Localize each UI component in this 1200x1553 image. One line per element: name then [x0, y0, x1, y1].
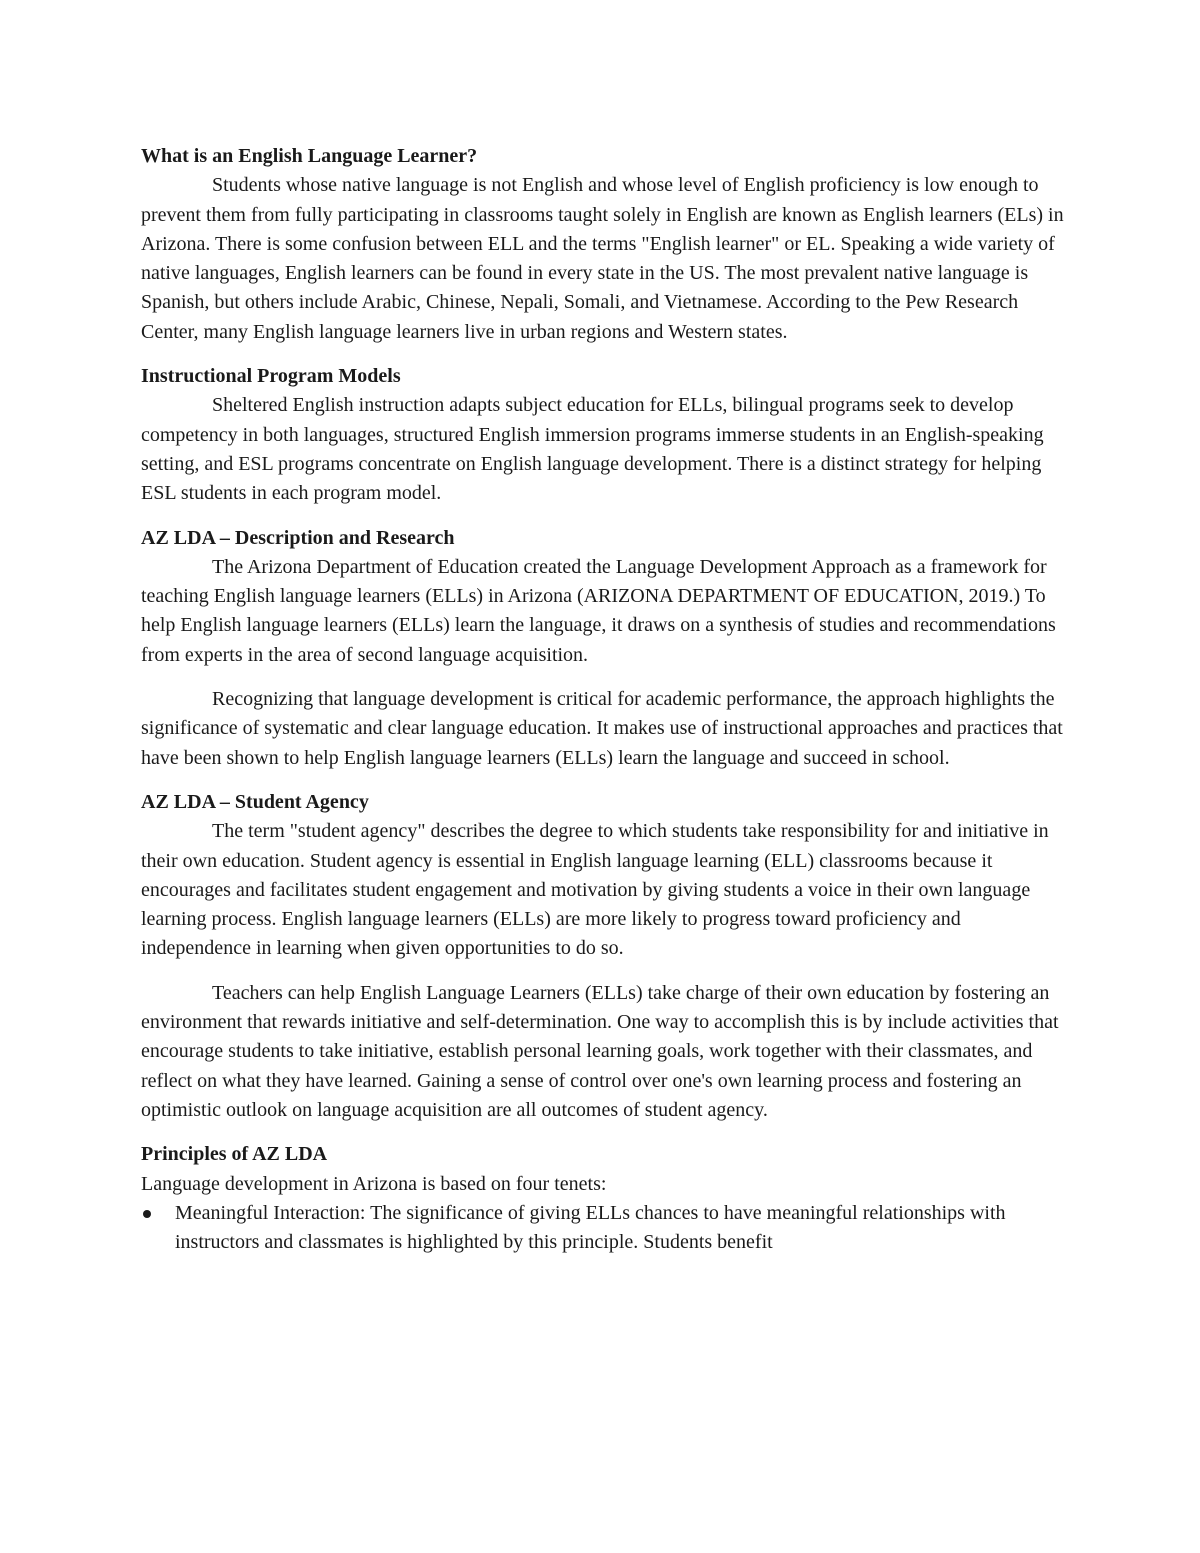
section-paragraph: Students whose native language is not English and whose level of English proficiency is low enough to prevent them from fully participating in classrooms taught solely in English are known as English learners (ELs) in Arizona. There is some confusion between ELL and the terms "English learner" or EL. Speaking a wide variety of native languages, English learners can be found in every state in the US. The most prevalent native language is Spanish, but others include Arabic, Chinese, Nepali, Somali, and Vietnamese. According to the Pew Research Center, many English language learners live in urban regions and Western states.	[141, 174, 1064, 343]
section-heading: Principles of AZ LDA	[141, 1143, 328, 1166]
section-paragraph: Recognizing that language development is critical for academic performance, the approach highlights the significance of systematic and clear language education. It makes use of instructional approaches and practices that have been shown to help English language learners (ELLs) learn the language and succeed in school.	[141, 688, 1063, 769]
section-paragraph: The term "student agency" describes the degree to which students take responsibility for and initiative in their own education. Student agency is essential in English language learning (ELL) classrooms because it encourages and facilitates student engagement and motivation by giving students a voice in their own language learning process. English language learners (ELLs) are more likely to progress toward proficiency and independence in learning when given opportunities to do so.	[141, 820, 1049, 960]
section-paragraph: Sheltered English instruction adapts subject education for ELLs, bilingual programs seek to develop competency in both languages, structured English immersion programs immerse students in an English-speaking setting, and ESL programs concentrate on English language development. There is a distinct strategy for helping ESL students in each program model.	[141, 394, 1044, 505]
list-item-text: Meaningful Interaction: The significance of giving ELLs chances to have meaningful relationships with instructors and classmates is highlighted by this principle. Students benefit	[175, 1201, 1006, 1254]
section-paragraph: Teachers can help English Language Learners (ELLs) take charge of their own education by fostering an environment that rewards initiative and self-determination. One way to accomplish this is by include activities that encourage students to take initiative, establish personal learning goals, work together with their classmates, and reflect on what they have learned. Gaining a sense of control over one's own learning process and fostering an optimistic outlook on language acquisition are all outcomes of student agency.	[141, 981, 1059, 1121]
section-az-lda-description	[141, 524, 1066, 773]
section-heading: AZ LDA – Description and Research	[141, 526, 455, 549]
list-item	[141, 1199, 1066, 1258]
section-principles	[141, 1140, 1066, 1257]
section-heading: What is an English Language Learner?	[141, 145, 478, 167]
document-page	[141, 142, 1066, 1257]
bullet-icon	[143, 1210, 151, 1218]
section-paragraph: The Arizona Department of Education created the Language Development Approach as a framework for teaching English language learners (ELLs) in Arizona (ARIZONA DEPARTMENT OF EDUCATION, 2019.) To help English language learners (ELLs) learn the language, it draws on a synthesis of studies and recommendations from experts in the area of second language acquisition.	[141, 555, 1056, 666]
section-instructional-program-models	[141, 362, 1066, 508]
section-heading: Instructional Program Models	[141, 365, 401, 388]
section-az-lda-student-agency	[141, 788, 1066, 1125]
section-heading: AZ LDA – Student Agency	[141, 790, 369, 813]
section-what-is-ell	[141, 142, 1066, 347]
principles-list	[141, 1199, 1066, 1258]
principles-intro: Language development in Arizona is based on four tenets:	[141, 1172, 607, 1195]
